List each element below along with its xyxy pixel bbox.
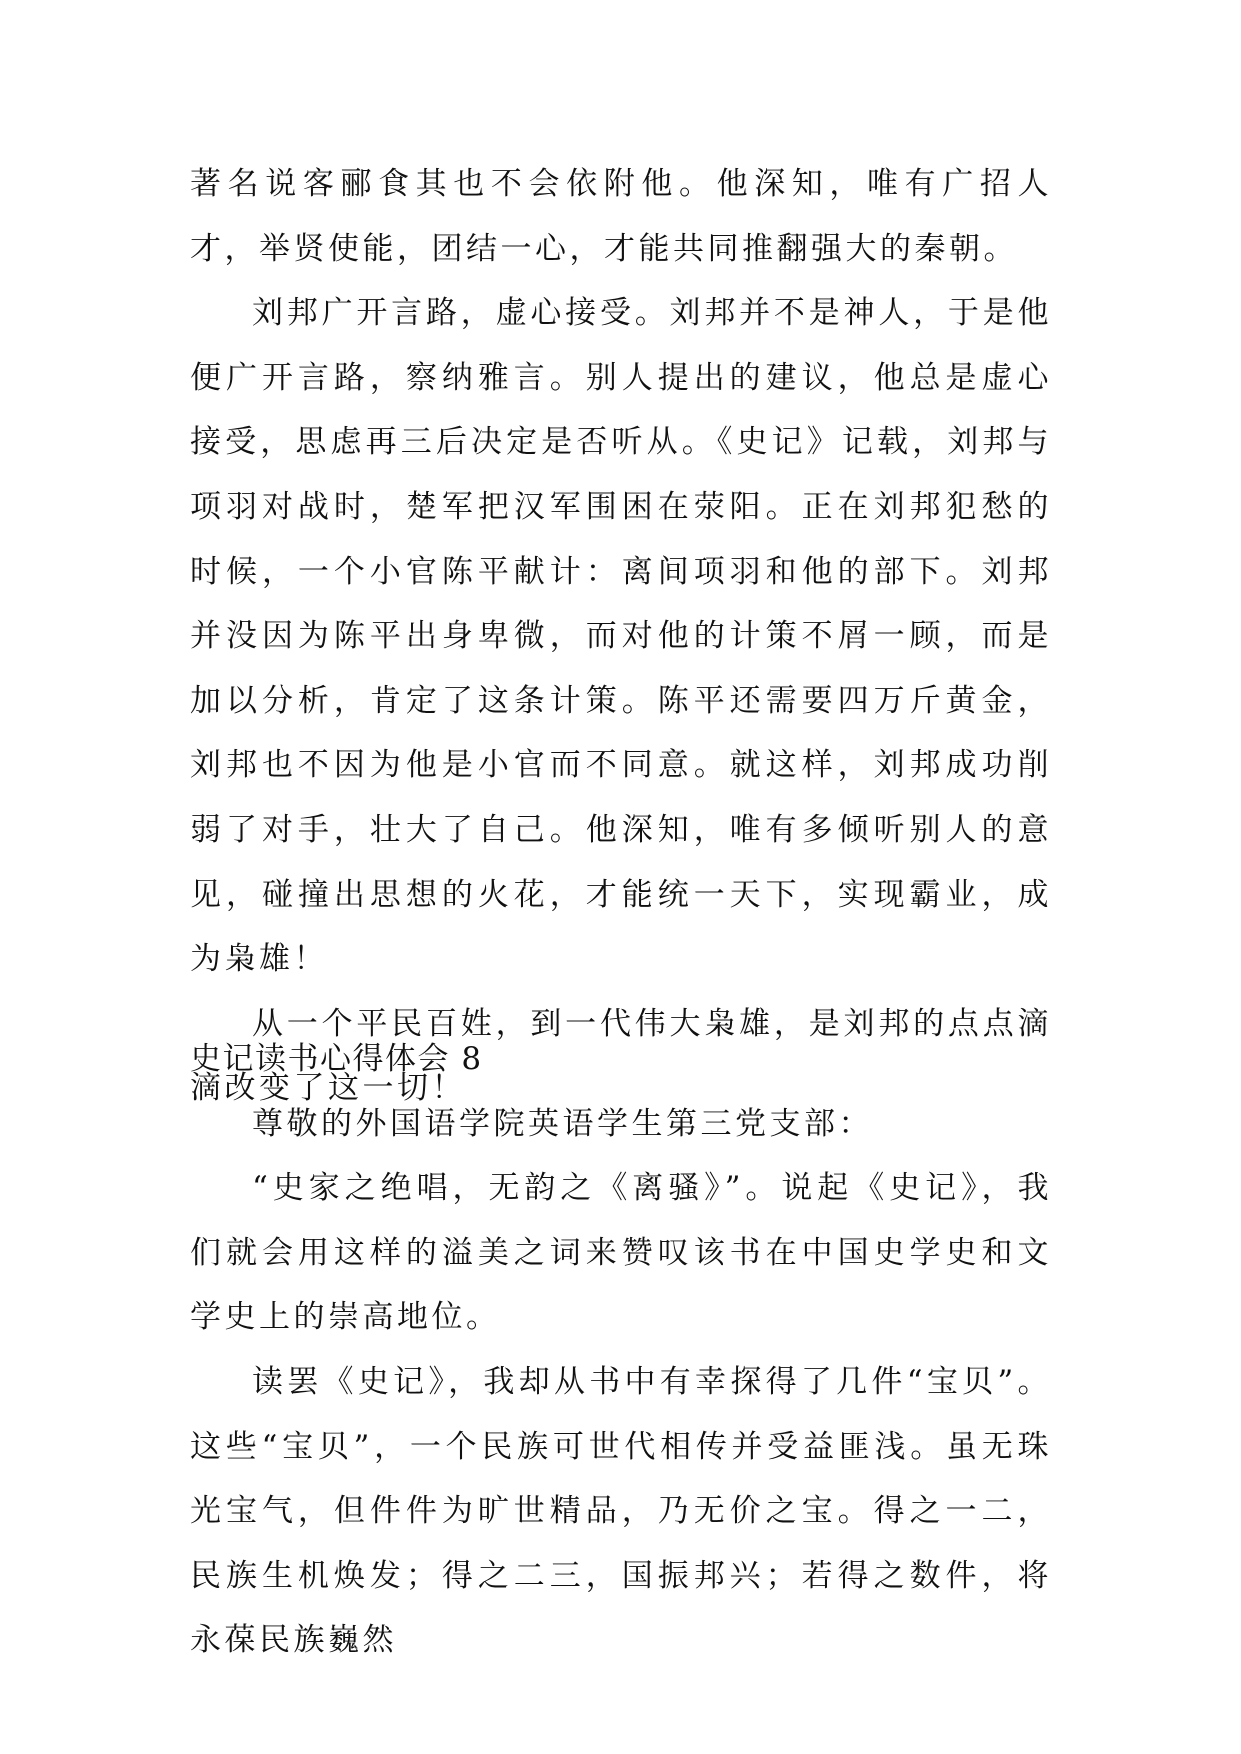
paragraph-liu-bang-advice: 刘邦广开言路，虚心接受。刘邦并不是神人，于是他便广开言路，察纳雅言。别人提出的建议，他总是虚心接受，思虑再三后决定是否听从。《史记》记载，刘邦与项羽对战时，楚军把汉军围困在荥阳。正在刘邦犯愁的时候，一个小官陈平献计：离间项羽和他的部下。刘邦并没因为陈平出身卑微，而对他的计策不屑一顾，而是加以分析，肯定了这条计策。陈平还需要四万斤黄金，刘邦也不因为他是小官而不同意。就这样，刘邦成功削弱了对手，壮大了自己。他深知，唯有多倾听别人的意见，碰撞出思想的火花，才能统一天下，实现霸业，成为枭雄！: [190, 295, 1052, 978]
section-heading: 史记读书心得体会 8: [190, 1041, 483, 1077]
paragraph-conclusion: 从一个平民百姓，到一代伟大枭雄，是刘邦的点点滴滴改变了这一切！: [190, 1005, 1052, 1107]
text-section-2: [190, 1027, 1052, 1673]
paragraph-intro: “史家之绝唱，无韵之《离骚》”。说起《史记》，我们就会用这样的溢美之词来赞叹该书在中国史学史和文学史上的崇高地位。: [190, 1170, 1052, 1336]
paragraph-treasures: 读罢《史记》，我却从书中有幸探得了几件“宝贝”。这些“宝贝”，一个民族可世代相传并受益匪浅。虽无珠光宝气，但件件为旷世精品，乃无价之宝。得之一二，民族生机焕发；得之二三，国振邦兴；若得之数件，将永葆民族巍然: [190, 1363, 1052, 1659]
paragraph-continued: 著名说客郦食其也不会依附他。他深知，唯有广招人才，举贤使能，团结一心，才能共同推翻强大的秦朝。: [190, 166, 1052, 267]
text-section-1: [190, 152, 1052, 1121]
salutation: 尊敬的外国语学院英语学生第三党支部：: [252, 1105, 873, 1142]
